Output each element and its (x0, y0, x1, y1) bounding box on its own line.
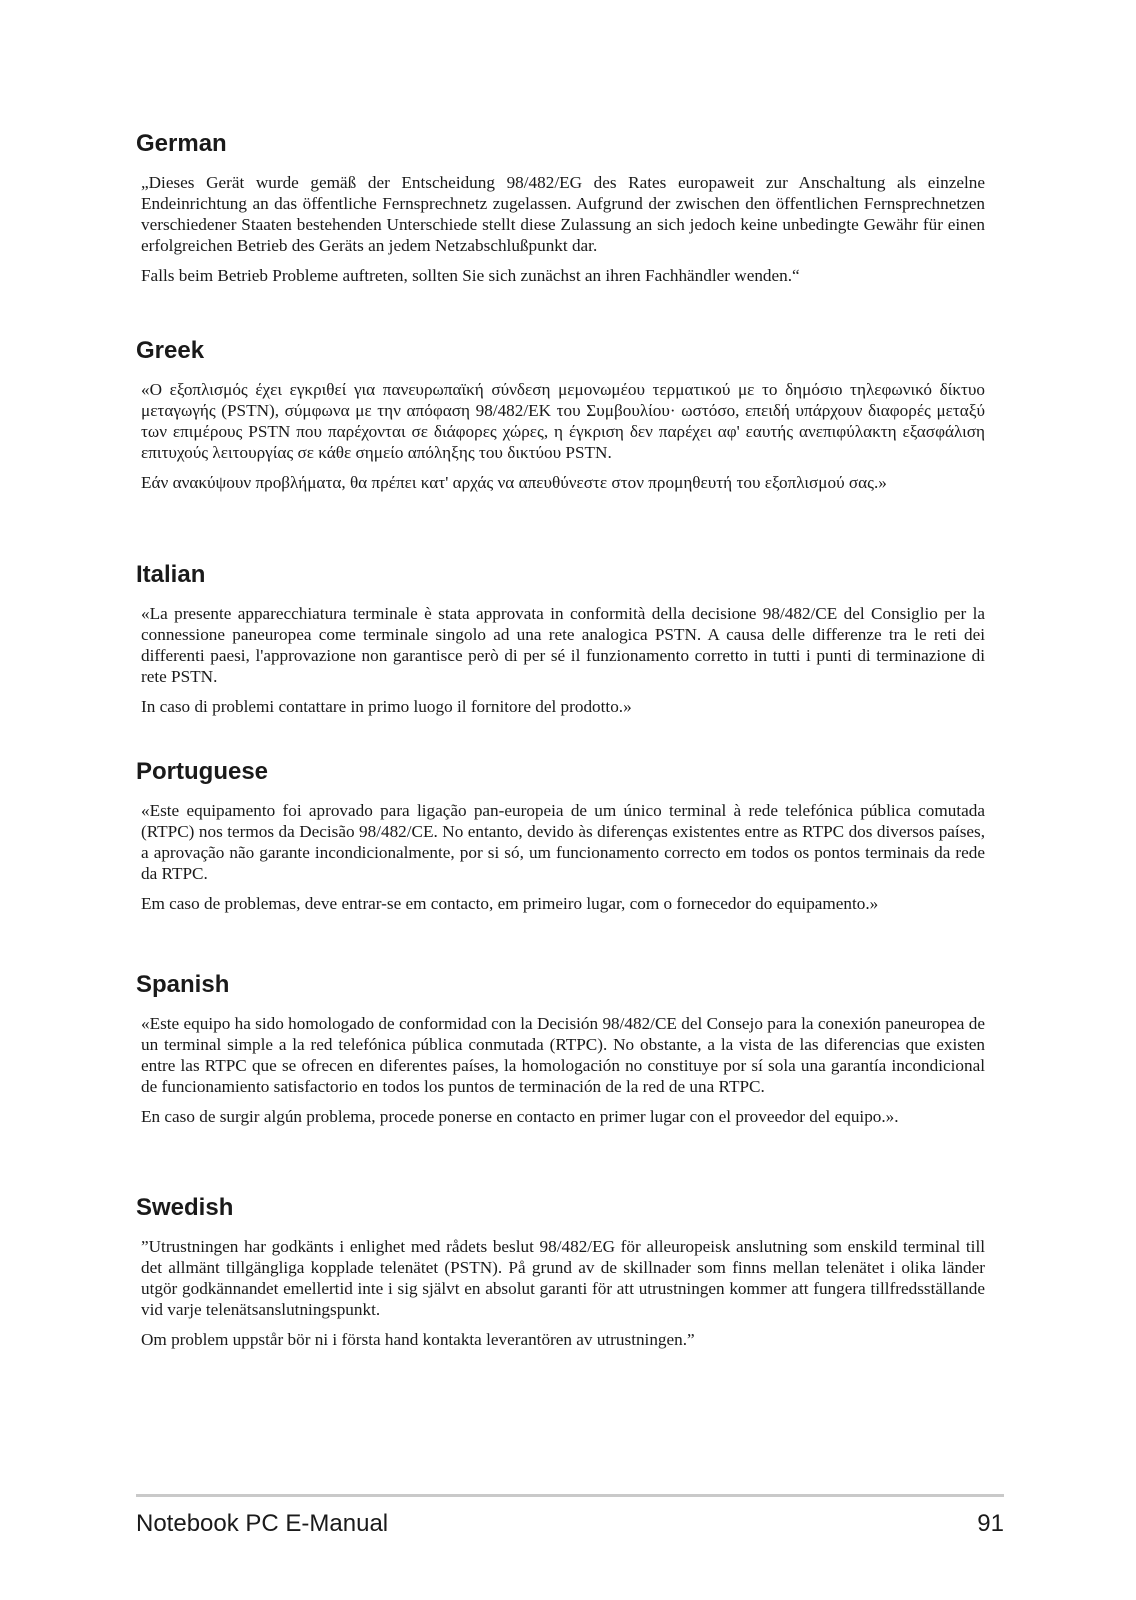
section-paragraph: Om problem uppstår bör ni i första hand kontakta leverantören av utrustningen.” (141, 1330, 695, 1349)
section-paragraph: «Este equipamento foi aprovado para ligação pan-europeia de um único terminal à rede telefónica pública comutada (RTPC) nos termos da Decisão 98/482/CE. No entanto, devido às diferenças existentes entre as RTPC dos diversos países, a aprovação não garante incondicionalmente, por si só, um funcionamento correcto em todos os pontos terminais da rede da RTPC. (141, 801, 985, 883)
section-heading: Italian (136, 561, 206, 588)
section-swedish (136, 1194, 984, 1359)
section-german (136, 130, 984, 295)
section-paragraph: «Ο εξοπλισμός έχει εγκριθεί για πανευρωπαϊκή σύνδεση μεμονωμέου τερματικού με το δημόσιο τηλεφωνικό δίκτυο μεταγωγής (PSTN), σύμφωνα με την απόφαση 98/482/ΕΚ του Συμβουλίου· ωστόσο, επειδή υπάρχουν διαφορές μεταξύ των επιμέρους PSTN που παρέχονται σε διάφορες χώρες, η έγκριση δεν παρέχει αφ' εαυτής ανεπιφύλακτη εξασφάλιση επιτυχούς λειτουργίας σε κάθε σημείο απόληξης του δικτύου PSTN. (141, 380, 985, 462)
section-paragraph: En caso de surgir algún problema, procede ponerse en contacto en primer lugar con el proveedor del equipo.». (141, 1107, 899, 1126)
section-paragraph: „Dieses Gerät wurde gemäß der Entscheidung 98/482/EG des Rates europaweit zur Anschaltung als einzelne Endeinrichtung an das öffentliche Fernsprechnetz zugelassen. Aufgrund der zwischen den öffentlichen Fernsprechnetzen verschiedener Staaten bestehenden Unterschiede stellt diese Zulassung an sich jedoch keine unbedingte Gewähr für einen erfolgreichen Betrieb des Geräts an jedem Netzabschlußpunkt dar. (141, 173, 985, 255)
footer-title: Notebook PC E-Manual (136, 1510, 389, 1537)
section-heading: Portuguese (136, 758, 269, 785)
section-paragraph: Εάν ανακύψουν προβλήματα, θα πρέπει κατ' αρχάς να απευθύνεστε στον προμηθευτή του εξοπλισμού σας.» (141, 473, 887, 492)
footer-divider (136, 1494, 1004, 1497)
section-heading: Swedish (136, 1194, 234, 1221)
section-paragraph: Em caso de problemas, deve entrar-se em contacto, em primeiro lugar, com o fornecedor do equipamento.» (141, 894, 879, 913)
section-heading: German (136, 130, 227, 157)
section-paragraph: Falls beim Betrieb Probleme auftreten, sollten Sie sich zunächst an ihren Fachhändler wenden.“ (141, 266, 800, 285)
section-paragraph: «Este equipo ha sido homologado de conformidad con la Decisión 98/482/CE del Consejo para la conexión paneuropea de un terminal simple a la red telefónica pública conmutada (RTPC). No obstante, a la vista de las diferencias que existen entre las RTPC que se ofrecen en diferentes países, la homologación no constituye por sí sola una garantía incondicional de funcionamiento satisfactorio en todos los puntos de terminación de la red de una RTPC. (141, 1014, 985, 1096)
section-heading: Spanish (136, 971, 230, 998)
section-portuguese (136, 758, 984, 923)
section-heading: Greek (136, 337, 205, 364)
section-italian (136, 561, 984, 726)
page-number: 91 (977, 1510, 1004, 1537)
section-greek (136, 337, 984, 502)
section-paragraph: ”Utrustningen har godkänts i enlighet med rådets beslut 98/482/EG för alleuropeisk anslutning som enskild terminal till det allmänt tillgängliga kopplade telenätet (PSTN). På grund av de skillnader som finns mellan telenätet i olika länder utgör godkännandet emellertid inte i sig självt en absolut garanti för att utrustningen kommer att fungera tillfredsställande vid varje telenätsanslutningspunkt. (141, 1237, 985, 1319)
section-paragraph: «La presente apparecchiatura terminale è stata approvata in conformità della decisione 98/482/CE del Consiglio per la connessione paneuropea come terminale singolo ad una rete analogica PSTN. A causa delle differenze tra le reti dei differenti paesi, l'approvazione non garantisce però di per sé il funzionamento corretto in tutti i punti di terminazione di rete PSTN. (141, 604, 985, 686)
section-spanish (136, 971, 984, 1136)
section-paragraph: In caso di problemi contattare in primo luogo il fornitore del prodotto.» (141, 697, 632, 716)
